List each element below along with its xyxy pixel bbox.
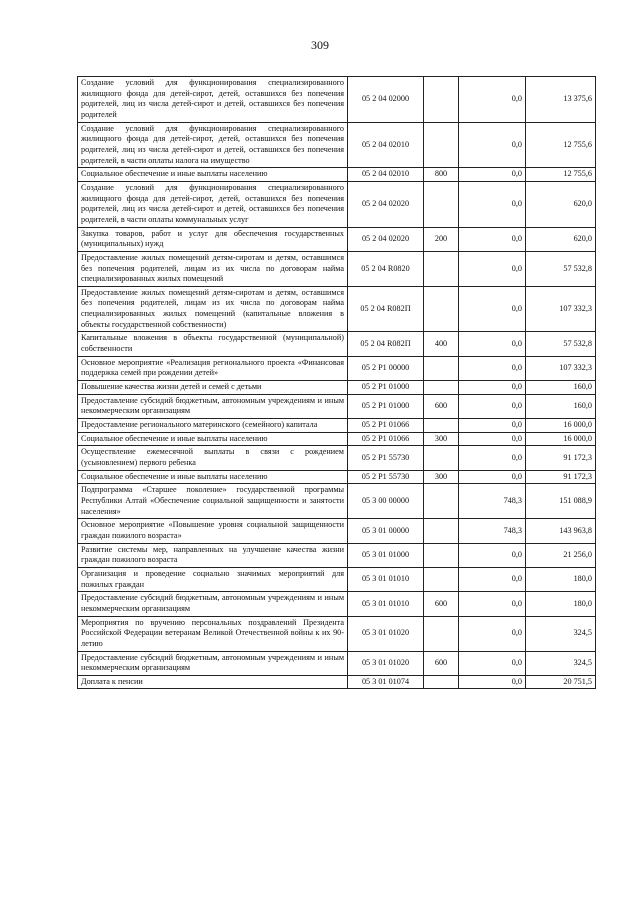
page-number: 309	[311, 38, 329, 52]
row-value-2-cell: 57 532,8	[526, 332, 596, 356]
row-value-1-cell: 0,0	[459, 419, 526, 433]
row-name-cell: Закупка товаров, работ и услуг для обеспечения государственных (муниципальных) нужд	[78, 227, 348, 251]
row-value-2-cell: 160,0	[526, 381, 596, 395]
row-value-2-cell: 324,5	[526, 651, 596, 675]
row-name-cell: Подпрограмма «Старшее поколение» государственной программы Республики Алтай «Обеспечение социальной защищенности и занятости населения»	[78, 484, 348, 519]
row-value-2-cell: 180,0	[526, 592, 596, 616]
row-value-1-cell: 0,0	[459, 356, 526, 380]
row-name-cell: Социальное обеспечение и иные выплаты населению	[78, 432, 348, 446]
row-name-cell: Повышение качества жизни детей и семей с детьми	[78, 381, 348, 395]
row-expense-type-cell	[424, 286, 459, 332]
row-expense-type-cell	[424, 181, 459, 227]
row-value-1-cell: 0,0	[459, 675, 526, 689]
row-code-cell: 05 2 04 02020	[348, 227, 424, 251]
row-value-2-cell: 180,0	[526, 567, 596, 591]
row-code-cell: 05 2 P1 01000	[348, 381, 424, 395]
row-code-cell: 05 2 04 02010	[348, 168, 424, 182]
row-name-cell: Основное мероприятие «Реализация регионального проекта «Финансовая поддержка семей при рождении детей»	[78, 356, 348, 380]
table-row	[78, 484, 596, 519]
row-value-1-cell: 0,0	[459, 592, 526, 616]
row-value-2-cell: 91 172,3	[526, 470, 596, 484]
table-row	[78, 227, 596, 251]
row-code-cell: 05 3 01 01010	[348, 592, 424, 616]
row-value-2-cell: 16 000,0	[526, 419, 596, 433]
row-value-2-cell: 12 755,6	[526, 168, 596, 182]
row-code-cell: 05 2 P1 01066	[348, 419, 424, 433]
row-code-cell: 05 3 01 01000	[348, 543, 424, 567]
row-code-cell: 05 3 01 01010	[348, 567, 424, 591]
row-code-cell: 05 3 01 01020	[348, 651, 424, 675]
row-expense-type-cell	[424, 381, 459, 395]
table-row	[78, 251, 596, 286]
row-expense-type-cell	[424, 446, 459, 470]
row-name-cell: Предоставление регионального материнского (семейного) капитала	[78, 419, 348, 433]
row-expense-type-cell: 300	[424, 470, 459, 484]
row-name-cell: Создание условий для функционирования специализированного жилищного фонда для детей-сирот, детей, оставшихся без попечения родителей, лиц из числа детей-сирот и детей, оставшихся без попечения родителей	[78, 77, 348, 123]
row-value-1-cell: 0,0	[459, 567, 526, 591]
row-name-cell: Осуществление ежемесячной выплаты в связи с рождением (усыновлением) первого ребенка	[78, 446, 348, 470]
row-expense-type-cell	[424, 567, 459, 591]
budget-table-body	[78, 77, 596, 689]
row-value-1-cell: 0,0	[459, 394, 526, 418]
row-value-1-cell: 0,0	[459, 122, 526, 168]
row-expense-type-cell: 200	[424, 227, 459, 251]
row-name-cell: Капитальные вложения в объекты государственной (муниципальной) собственности	[78, 332, 348, 356]
row-expense-type-cell	[424, 543, 459, 567]
row-code-cell: 05 2 04 02020	[348, 181, 424, 227]
row-name-cell: Предоставление субсидий бюджетным, автономным учреждениям и иным некоммерческим организациям	[78, 592, 348, 616]
row-value-2-cell: 160,0	[526, 394, 596, 418]
row-name-cell: Предоставление жилых помещений детям-сиротам и детям, оставшимся без попечения родителей, лицам из их числа по договорам найма специализированных жилых помещений	[78, 251, 348, 286]
row-expense-type-cell: 600	[424, 394, 459, 418]
row-value-1-cell: 0,0	[459, 251, 526, 286]
row-value-2-cell: 21 256,0	[526, 543, 596, 567]
row-value-2-cell: 324,5	[526, 616, 596, 651]
row-code-cell: 05 3 01 01074	[348, 675, 424, 689]
table-row	[78, 616, 596, 651]
row-value-2-cell: 20 751,5	[526, 675, 596, 689]
row-expense-type-cell	[424, 616, 459, 651]
row-value-2-cell: 13 375,6	[526, 77, 596, 123]
row-value-2-cell: 620,0	[526, 227, 596, 251]
row-expense-type-cell	[424, 251, 459, 286]
row-value-1-cell: 0,0	[459, 181, 526, 227]
row-name-cell: Предоставление жилых помещений детям-сиротам и детям, оставшимся без попечения родителей, лицам из их числа по договорам найма специализированных жилых помещений (капитальные вложения в объекты государственной собственности)	[78, 286, 348, 332]
row-value-1-cell: 0,0	[459, 543, 526, 567]
row-name-cell: Социальное обеспечение и иные выплаты населению	[78, 470, 348, 484]
row-expense-type-cell	[424, 419, 459, 433]
table-row	[78, 381, 596, 395]
row-code-cell: 05 3 01 00000	[348, 519, 424, 543]
row-code-cell: 05 2 P1 00000	[348, 356, 424, 380]
row-value-1-cell: 0,0	[459, 227, 526, 251]
row-expense-type-cell	[424, 356, 459, 380]
table-row	[78, 394, 596, 418]
row-expense-type-cell	[424, 77, 459, 123]
row-expense-type-cell: 600	[424, 651, 459, 675]
row-name-cell: Развитие системы мер, направленных на улучшение качества жизни граждан пожилого возраста	[78, 543, 348, 567]
table-row	[78, 470, 596, 484]
row-code-cell: 05 2 04 R0820	[348, 251, 424, 286]
table-row	[78, 332, 596, 356]
table-row	[78, 592, 596, 616]
row-value-1-cell: 748,3	[459, 484, 526, 519]
row-value-1-cell: 0,0	[459, 446, 526, 470]
table-row	[78, 168, 596, 182]
row-value-1-cell: 0,0	[459, 381, 526, 395]
row-expense-type-cell: 800	[424, 168, 459, 182]
row-value-2-cell: 151 088,9	[526, 484, 596, 519]
row-code-cell: 05 2 P1 55730	[348, 446, 424, 470]
table-row	[78, 122, 596, 168]
row-value-2-cell: 107 332,3	[526, 286, 596, 332]
table-row	[78, 567, 596, 591]
row-value-1-cell: 0,0	[459, 616, 526, 651]
row-code-cell: 05 2 P1 01066	[348, 432, 424, 446]
row-code-cell: 05 2 P1 01000	[348, 394, 424, 418]
row-value-2-cell: 57 532,8	[526, 251, 596, 286]
table-row	[78, 519, 596, 543]
row-value-1-cell: 0,0	[459, 168, 526, 182]
row-name-cell: Основное мероприятие «Повышение уровня социальной защищенности граждан пожилого возраста»	[78, 519, 348, 543]
row-expense-type-cell: 400	[424, 332, 459, 356]
row-value-1-cell: 0,0	[459, 651, 526, 675]
row-name-cell: Социальное обеспечение и иные выплаты населению	[78, 168, 348, 182]
row-expense-type-cell	[424, 484, 459, 519]
row-code-cell: 05 3 00 00000	[348, 484, 424, 519]
row-name-cell: Мероприятия по вручению персональных поздравлений Президента Российской Федерации ветеранам Великой Отечественной войны к их 90-летию	[78, 616, 348, 651]
row-code-cell: 05 2 04 02000	[348, 77, 424, 123]
row-code-cell: 05 3 01 01020	[348, 616, 424, 651]
table-row	[78, 543, 596, 567]
row-name-cell: Предоставление субсидий бюджетным, автономным учреждениям и иным некоммерческим организациям	[78, 651, 348, 675]
row-code-cell: 05 2 P1 55730	[348, 470, 424, 484]
row-value-1-cell: 0,0	[459, 332, 526, 356]
row-value-2-cell: 143 963,8	[526, 519, 596, 543]
row-code-cell: 05 2 04 R082П	[348, 286, 424, 332]
row-name-cell: Предоставление субсидий бюджетным, автономным учреждениям и иным некоммерческим организациям	[78, 394, 348, 418]
table-row	[78, 181, 596, 227]
budget-table	[77, 76, 596, 689]
row-name-cell: Доплата к пенсии	[78, 675, 348, 689]
row-code-cell: 05 2 04 02010	[348, 122, 424, 168]
table-row	[78, 651, 596, 675]
table-row	[78, 419, 596, 433]
row-value-1-cell: 0,0	[459, 432, 526, 446]
table-row	[78, 446, 596, 470]
row-value-1-cell: 0,0	[459, 286, 526, 332]
row-expense-type-cell	[424, 675, 459, 689]
row-expense-type-cell	[424, 519, 459, 543]
row-value-2-cell: 91 172,3	[526, 446, 596, 470]
row-name-cell: Организация и проведение социально значимых мероприятий для пожилых граждан	[78, 567, 348, 591]
row-name-cell: Создание условий для функционирования специализированного жилищного фонда для детей-сирот, детей, оставшихся без попечения родителей, лиц из числа детей-сирот и детей, оставшихся без попечения родителей, в части оплаты налога на имущество	[78, 122, 348, 168]
row-name-cell: Создание условий для функционирования специализированного жилищного фонда для детей-сирот, детей, оставшихся без попечения родителей, лиц из числа детей-сирот и детей, оставшихся без попечения родителей, в части оплаты коммунальных услуг	[78, 181, 348, 227]
row-value-2-cell: 107 332,3	[526, 356, 596, 380]
table-row	[78, 675, 596, 689]
row-value-2-cell: 12 755,6	[526, 122, 596, 168]
row-value-2-cell: 620,0	[526, 181, 596, 227]
row-value-1-cell: 748,3	[459, 519, 526, 543]
table-row	[78, 77, 596, 123]
row-value-2-cell: 16 000,0	[526, 432, 596, 446]
row-value-1-cell: 0,0	[459, 77, 526, 123]
row-expense-type-cell	[424, 122, 459, 168]
row-expense-type-cell: 600	[424, 592, 459, 616]
table-row	[78, 356, 596, 380]
table-row	[78, 432, 596, 446]
row-value-1-cell: 0,0	[459, 470, 526, 484]
table-row	[78, 286, 596, 332]
row-expense-type-cell: 300	[424, 432, 459, 446]
row-code-cell: 05 2 04 R082П	[348, 332, 424, 356]
